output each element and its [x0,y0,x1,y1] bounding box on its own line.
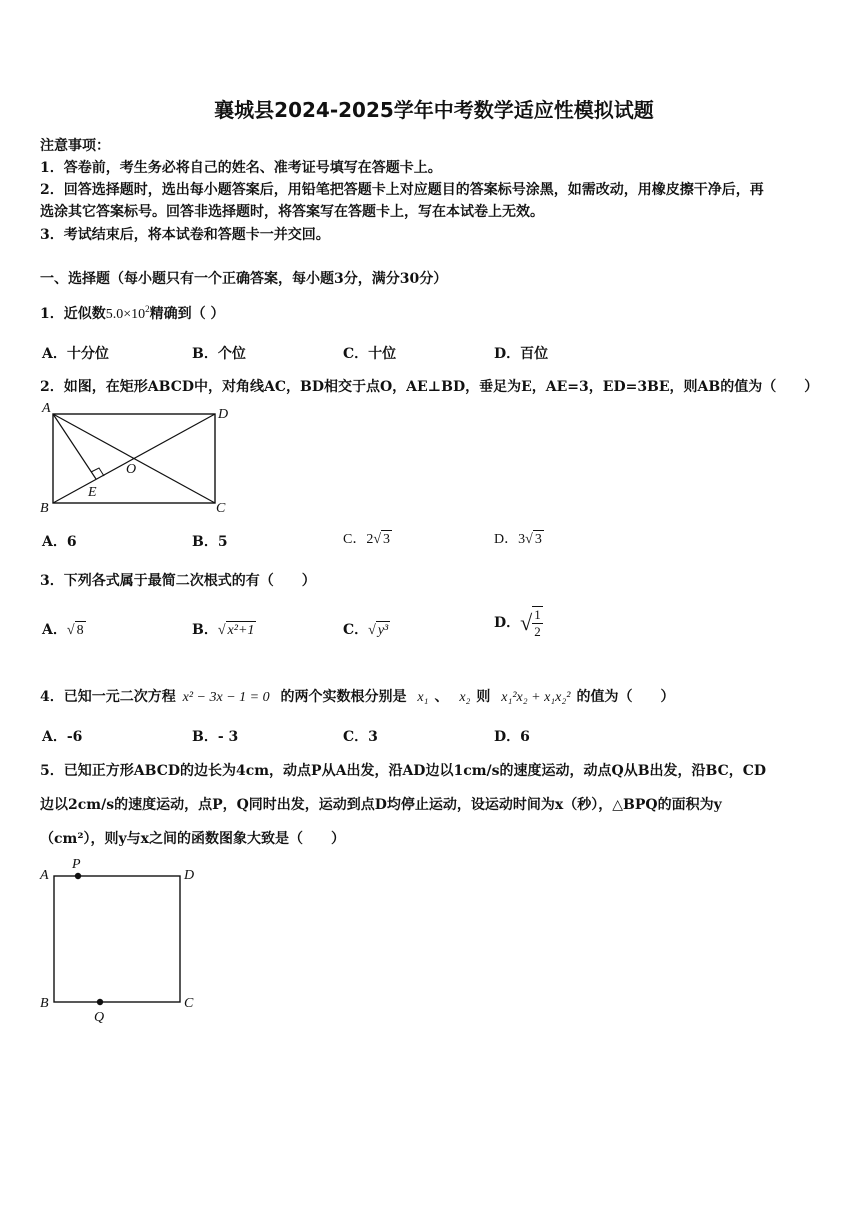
label-a: A [42,401,51,416]
question-5-line-1: 5．已知正方形ABCD的边长为4cm，动点P从A出发，沿AD边以1cm/s的速度运动，动点Q从B出发，沿BC，CD [40,763,767,779]
q2-option-d[interactable]: D．3√ 3 [494,532,542,547]
question-4 [40,686,674,706]
label-a: A [40,868,49,883]
label-c: C [184,996,194,1011]
question-5-line-2: 边以2cm/s的速度运动，点P，Q同时出发，运动到点D均停止运动，设运动时间为x（秒），△BPQ的面积为y [40,797,722,813]
q4-then: 则 [476,689,491,705]
notice-item-3: 3．考试结束后，将本试卷和答题卡一并交回。 [40,227,330,243]
q3-a-label: A． [42,622,67,638]
label-d: D [218,407,229,422]
question-5-line-3: （cm²），则y与x之间的函数图象大致是（ ） [40,831,345,847]
q3-option-b[interactable]: B．√ x²+1 [192,622,255,638]
q2-d-radicand: 3 [534,532,542,547]
q3-c-label: C． [343,622,369,638]
q4-expression: x₁²x₂ + x₁x₂² [501,690,571,705]
label-b: B [40,996,49,1011]
notice-item-2: 2．回答选择题时，选出每小题答案后，用铅笔把答题卡上对应题目的答案标号涂黑，如需改动，用橡皮擦干净后，再 [40,182,764,198]
square-diagram [36,855,206,1025]
label-b: B [40,501,49,516]
q3-d-denominator: 2 [534,624,541,639]
question-2: 2．如图，在矩形ABCD中，对角线AC，BD相交于点O，AE⊥BD，垂足为E，AE=3，ED=3BE，则AB的值为（ ） [40,379,819,395]
q4-equation: x² − 3x − 1 = 0 [182,690,270,705]
q4-option-d[interactable]: D．6 [494,729,530,745]
q3-b-radicand: x²+1 [227,623,255,638]
q2-d-prefix: D．3 [494,532,526,547]
q1-option-b[interactable]: B．个位 [192,346,246,362]
segment-ae [53,414,96,479]
q4-option-b[interactable]: B．- 3 [192,729,239,745]
q3-option-c[interactable]: C．√ y³ [343,622,389,638]
question-1 [40,303,225,323]
q4-option-a[interactable]: A．-6 [42,729,83,745]
q4-separator: 、 [434,689,449,705]
notice-item-2-cont: 选涂其它答案标号。回答非选择题时，将答案写在答题卡上，写在本试卷上无效。 [40,204,544,220]
notice-item-1: 1．答卷前，考生务必将自己的姓名、准考证号填写在答题卡上。 [40,160,442,176]
q1-expr: 5.0×10 [105,307,146,322]
q2-c-prefix: C．2 [343,532,374,547]
q4-prefix: 4．已知一元二次方程 [40,689,176,705]
q3-option-a[interactable]: A．√ 8 [42,622,84,638]
q3-option-d[interactable]: D．√ $\frac{1}{2}$ [494,607,541,639]
section-heading: 一、选择题（每小题只有一个正确答案，每小题3分，满分30分） [40,271,448,287]
q4-option-c[interactable]: C．3 [343,729,378,745]
q4-mid: 的两个实数根分别是 [280,689,407,705]
q2-option-b[interactable]: B．5 [192,534,228,550]
q2-c-radicand: 3 [383,532,391,547]
q1-suffix: 精确到（ ） [149,306,225,322]
q4-suffix: 的值为（ ） [576,689,675,705]
label-d: D [184,868,195,883]
label-p: P [72,857,81,872]
q1-prefix: 1．近似数 [40,306,106,322]
q2-option-c[interactable]: C．2√ 3 [343,532,391,547]
square-abcd [54,876,180,1002]
q1-option-a[interactable]: A．十分位 [42,346,109,362]
q1-option-d[interactable]: D．百位 [494,346,549,362]
notice-heading: 注意事项： [40,138,110,154]
q3-c-radicand: y³ [377,623,389,638]
q1-exponent: 2 [145,304,150,314]
label-c: C [216,501,226,516]
label-q: Q [94,1010,105,1025]
q3-d-label: D． [494,615,521,631]
q3-b-label: B． [192,622,218,638]
point-q [97,999,103,1005]
q4-root-2: x₂ [459,690,471,705]
question-3: 3．下列各式属于最简二次根式的有（ ） [40,573,316,589]
q3-a-radicand: 8 [76,623,84,638]
label-e: E [88,485,97,500]
exam-title: 襄城县2024-2025学年中考数学适应性模拟试题 [214,98,654,122]
label-o: O [126,462,137,477]
q3-d-numerator: 1 [534,607,541,622]
rectangle-diagram [38,398,238,518]
q2-option-a[interactable]: A．6 [42,534,77,550]
q4-root-1: x₁ [417,690,429,705]
point-p [75,873,81,879]
q1-option-c[interactable]: C．十位 [343,346,397,362]
